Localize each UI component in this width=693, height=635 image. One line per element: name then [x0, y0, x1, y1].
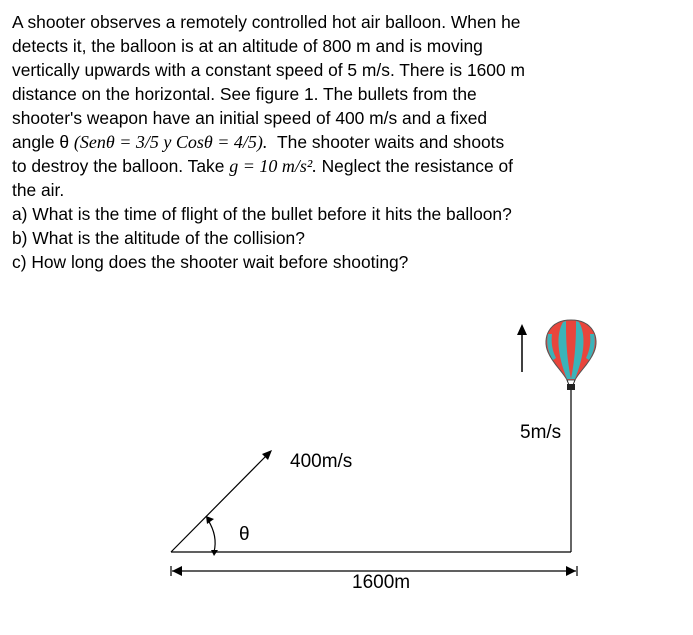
velocity-vector: [171, 456, 266, 552]
line7-suffix: Neglect the resistance of: [316, 156, 514, 176]
hot-air-balloon: [546, 320, 596, 390]
gravity-value: g = 10 m/s².: [229, 156, 317, 176]
distance-label: 1600m: [352, 572, 411, 593]
angle-label: θ: [239, 524, 250, 545]
speed-label: 400m/s: [290, 451, 353, 472]
balloon-basket: [567, 384, 575, 390]
balloon-speed-label: 5m/s: [520, 422, 562, 443]
trig-values: (Senθ = 3/5 y Cosθ = 4/5).: [73, 132, 268, 152]
question-c: c) How long does the shooter wait before shooting?: [12, 252, 409, 272]
line6-suffix: The shooter waits and shoots: [267, 132, 505, 152]
upward-arrowhead: [517, 324, 527, 335]
line7-prefix: to destroy the balloon. Take: [12, 156, 230, 176]
problem-line-1: A shooter observes a remotely controlled hot air balloon. When he: [12, 12, 521, 32]
problem-line-2: detects it, the balloon is at an altitude of 800 m and is moving: [12, 36, 483, 56]
distance-arrowhead-left: [172, 566, 182, 576]
question-a: a) What is the time of flight of the bullet before it hits the balloon?: [12, 204, 512, 224]
problem-line-5: shooter's weapon have an initial speed of 400 m/s and a fixed: [12, 108, 488, 128]
question-b: b) What is the altitude of the collision?: [12, 228, 305, 248]
distance-arrowhead-right: [566, 566, 576, 576]
line6-prefix: angle θ: [12, 132, 74, 152]
angle-arc: [208, 520, 215, 552]
problem-line-3: vertically upwards with a constant speed of 5 m/s. There is 1600 m: [12, 60, 525, 80]
problem-line-8: the air.: [12, 180, 65, 200]
angle-arc-arrow-bottom: [211, 550, 218, 556]
problem-line-4: distance on the horizontal. See figure 1. The bullets from the: [12, 84, 477, 104]
